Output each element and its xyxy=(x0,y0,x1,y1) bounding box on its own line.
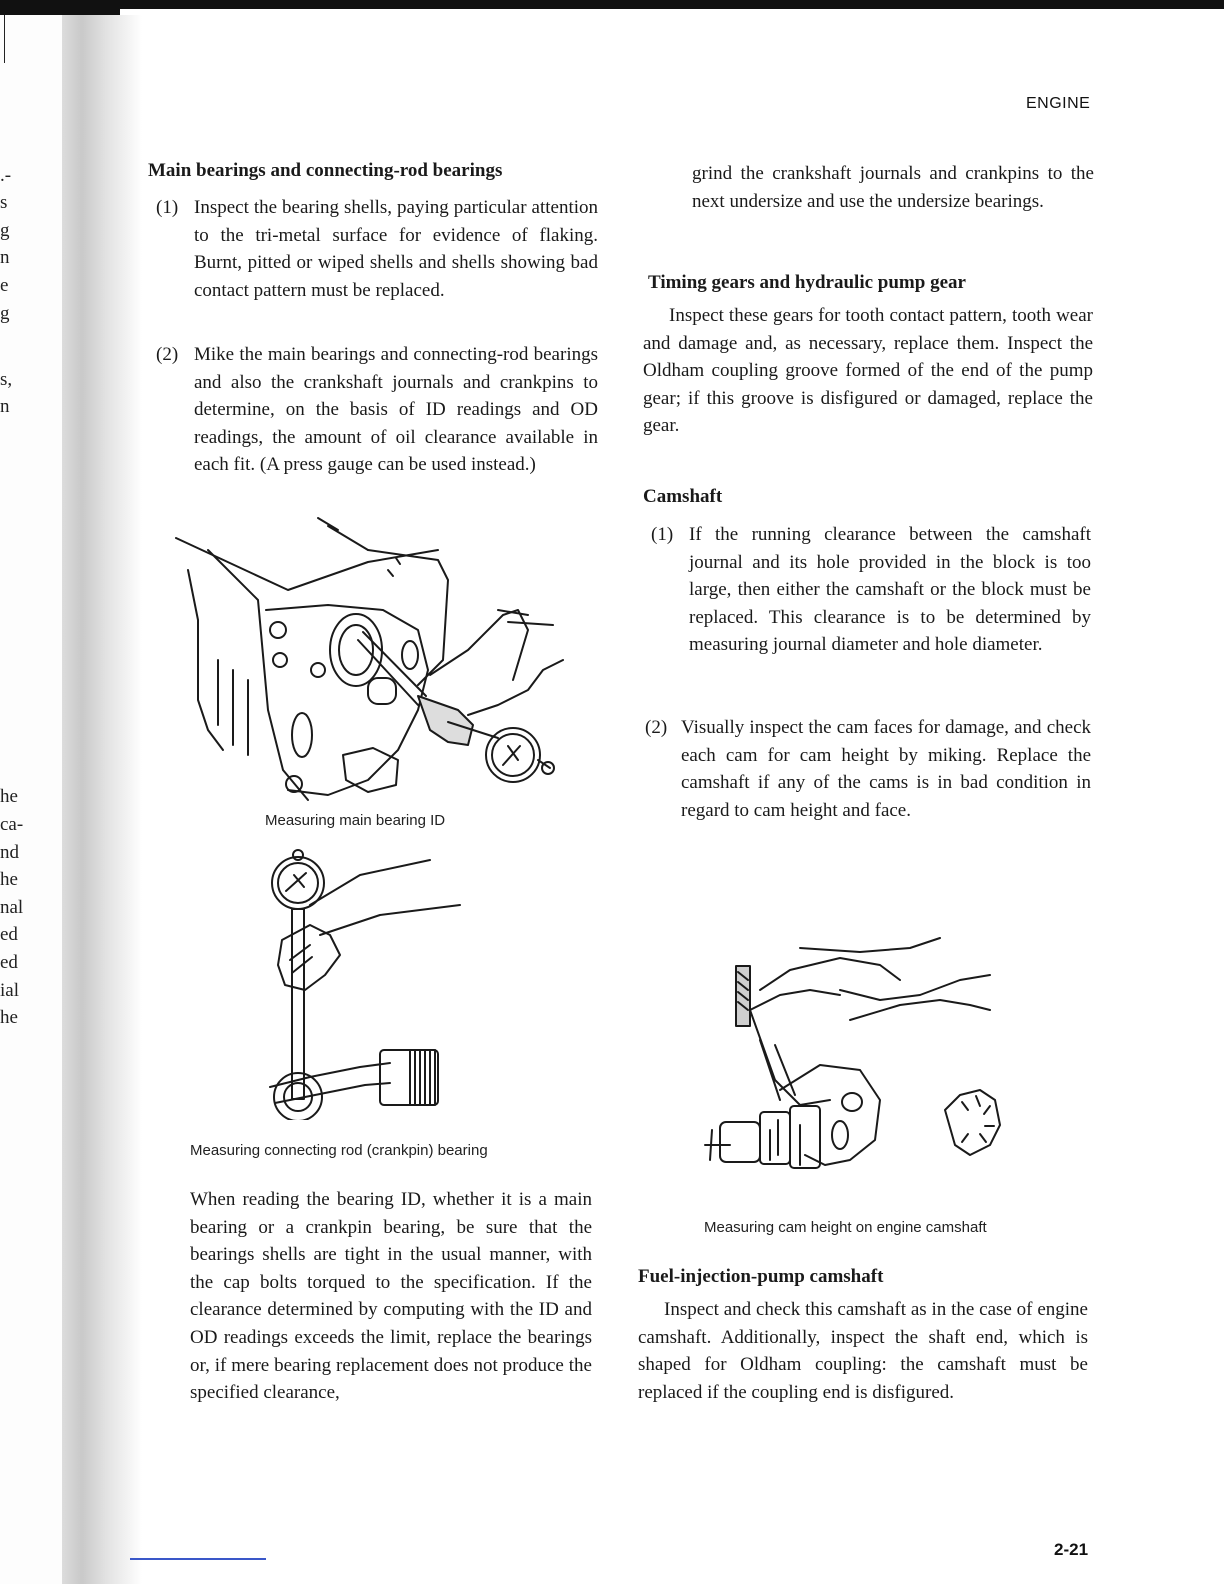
bearing-id-paragraph: When reading the bearing ID, whether it is a main bearing or a crankpin bearing, be sure that the bearings shells are tight in the usual manner, with the cap bolts torqued to the specification. If the clearance determined by computing with the ID and OD readings exceeds the limit, replace the bearings or, if mere bearing replacement does not produce the specified clearance, xyxy=(190,1189,592,1404)
camshaft-heading: Camshaft xyxy=(643,486,723,507)
margin-fragment: he xyxy=(0,1007,18,1028)
main-bearings-item-2 xyxy=(156,341,598,511)
margin-fragment: s, xyxy=(0,369,13,390)
main-bearing-id-illustration xyxy=(168,510,568,810)
item-number: (2) xyxy=(156,344,179,365)
timing-gears-paragraph: Inspect these gears for tooth contact pattern, tooth wear and damage and, as necessary, replace them. Inspect the Oldham coupling groove formed of the end of the pump gear; if this groove is disfigured or damaged, replace the gear. xyxy=(643,305,1093,437)
figure-caption-cam-height: Measuring cam height on engine camshaft xyxy=(704,1219,987,1236)
margin-fragment: g xyxy=(0,220,10,241)
book-gutter-shadow xyxy=(62,15,142,1584)
margin-fragment: n xyxy=(0,247,10,268)
margin-fragment: nd xyxy=(0,842,19,863)
margin-fragment: he xyxy=(0,869,18,890)
margin-fragment: he xyxy=(0,786,18,807)
bottom-blue-line xyxy=(130,1558,266,1560)
main-bearings-heading: Main bearings and connecting-rod bearings xyxy=(148,160,503,181)
margin-fragment: ca- xyxy=(0,814,24,835)
cam-height-illustration xyxy=(700,930,1020,1180)
fuel-injection-heading: Fuel-injection-pump camshaft xyxy=(638,1266,884,1287)
fuel-injection-paragraph: Inspect and check this camshaft as in the case of engine camshaft. Additionally, inspect the shaft end, which is shaped for Oldham coupling: the camshaft must be replaced if the coupling end is disfigured. xyxy=(638,1299,1088,1403)
figure-caption-main-bearing: Measuring main bearing ID xyxy=(265,812,446,829)
margin-fragment: nal xyxy=(0,897,24,918)
item-number: (1) xyxy=(156,197,179,218)
item-number: (1) xyxy=(651,524,674,545)
item-text: Mike the main bearings and connecting-rod bearings and also the crankshaft journals and crankpins to determine, on the basis of ID readings and OD readings, the amount of oil clearance available in each fit. (A press gauge can be used instead.) xyxy=(194,344,598,476)
timing-gears-heading: Timing gears and hydraulic pump gear xyxy=(648,272,966,293)
camshaft-item-2 xyxy=(645,714,1091,854)
margin-fragment: ed xyxy=(0,952,18,973)
margin-fragment: ial xyxy=(0,980,19,1001)
margin-fragment: .- xyxy=(0,165,12,186)
margin-fragment: s xyxy=(0,192,8,213)
page-number: 2-21 xyxy=(1054,1540,1089,1559)
camshaft-item-1 xyxy=(651,521,1091,711)
running-header: ENGINE xyxy=(1026,95,1091,112)
margin-fragment: n xyxy=(0,396,10,417)
margin-fragment: g xyxy=(0,303,10,324)
item-number: (2) xyxy=(645,717,668,738)
facing-page-edge-line xyxy=(4,15,5,63)
item-text: Visually inspect the cam faces for damage, and check each cam for cam height by miking. Replace the camshaft if any of the cams is in bad condition in regard to cam height and face. xyxy=(681,717,1091,821)
item-text: Inspect the bearing shells, paying particular attention to the tri-metal surface for evidence of flaking. Burnt, pitted or wiped shells and shells showing bad contact pattern must be replaced. xyxy=(194,197,598,301)
margin-fragment: e xyxy=(0,275,9,296)
main-bearings-item-1 xyxy=(156,194,598,334)
page-top-rule xyxy=(0,0,1224,9)
margin-fragment: ed xyxy=(0,924,18,945)
crankshaft-continuation-paragraph: grind the crankshaft journals and crankpins to the next undersize and use the undersize bearings. xyxy=(692,163,1094,212)
connecting-rod-bearing-illustration xyxy=(250,845,470,1120)
figure-caption-connecting-rod: Measuring connecting rod (crankpin) bearing xyxy=(190,1142,488,1159)
item-text: If the running clearance between the camshaft journal and its hole provided in the block is too large, then either the camshaft or the block must be replaced. This clearance is to be determined by measuring journal diameter and hole diameter. xyxy=(689,524,1091,656)
